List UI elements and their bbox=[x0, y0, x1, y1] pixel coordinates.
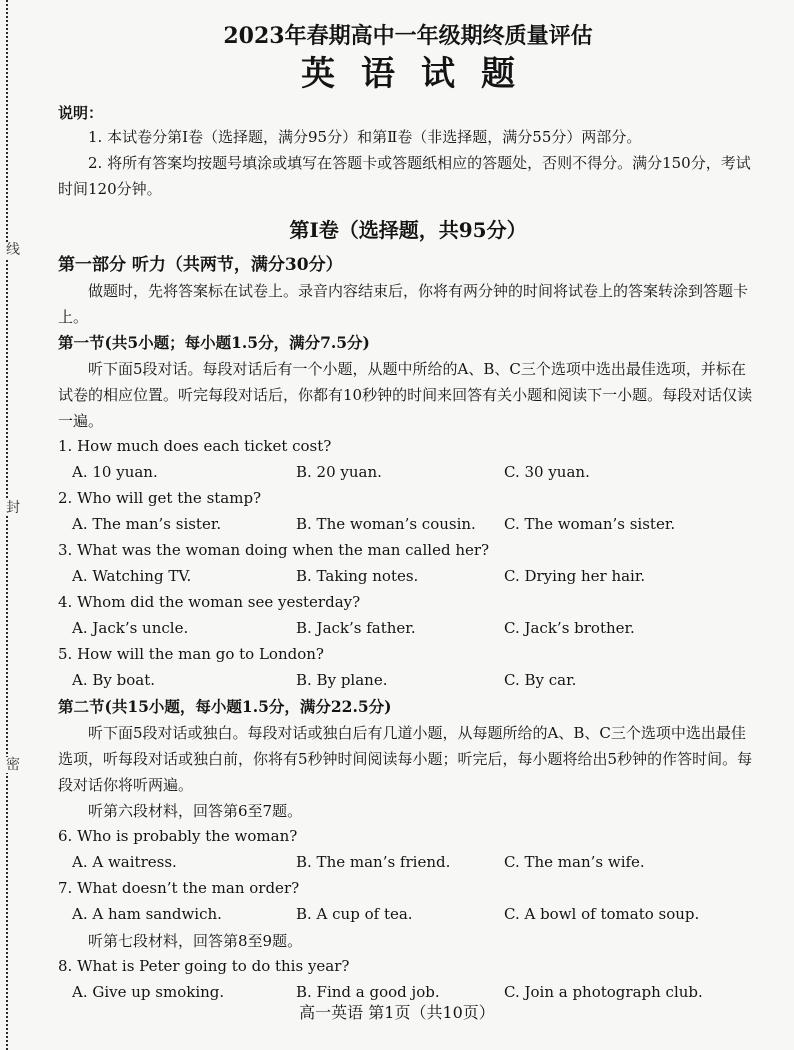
section-intro: 听下面5段对话或独白。每段对话或独白后有几道小题，从每题所给的A、B、C三个选项中选出最佳选项，听每段对话或独白前，你将有5秒钟时间阅读每小题；听完后，每小题将给出5秒钟的作答时间。每段对话你将听两遍。 bbox=[58, 724, 753, 794]
binding-char-xian: 线 bbox=[6, 242, 20, 258]
section-intro: 听下面5段对话。每段对话后有一个小题，从题中所给的A、B、C三个选项中选出最佳选项，并标在试卷的相应位置。听完每段对话后，你都有10秒钟的时间来回答有关小题和阅读下一小题。每段对话仅读一遍。 bbox=[58, 360, 753, 430]
option-c: C. Drying her hair. bbox=[504, 567, 646, 585]
part-intro: 做题时，先将答案标在试卷上。录音内容结束后，你将有两分钟的时间将试卷上的答案转涂到答题卡上。 bbox=[58, 282, 749, 326]
option-c: C. Jack’s brother. bbox=[504, 619, 635, 637]
question-text: 4. Whom did the woman see yesterday? bbox=[58, 593, 361, 611]
part-title: 第一部分 听力（共两节，满分30分） bbox=[58, 255, 343, 275]
notes-label: 说明： bbox=[58, 104, 104, 122]
option-b: B. A cup of tea. bbox=[296, 905, 413, 923]
option-b: B. The woman’s cousin. bbox=[296, 515, 476, 533]
binding-dotted-line bbox=[6, 0, 8, 1050]
option-b: B. By plane. bbox=[296, 671, 388, 689]
section-title: 第一节(共5小题；每小题1.5分，满分7.5分) bbox=[58, 333, 370, 352]
option-a: A. Give up smoking. bbox=[72, 983, 225, 1001]
question-block bbox=[58, 590, 758, 642]
option-a: A. 10 yuan. bbox=[72, 463, 158, 481]
note-item: 1. 本试卷分第Ⅰ卷（选择题，满分95分）和第Ⅱ卷（非选择题，满分55分）两部分。 bbox=[88, 128, 642, 146]
question-block bbox=[58, 486, 758, 538]
question-block bbox=[58, 642, 758, 694]
material-label: 听第六段材料，回答第6至7题。 bbox=[88, 802, 303, 820]
option-a: A. By boat. bbox=[72, 671, 156, 689]
note-item: 2. 将所有答案均按题号填涂或填写在答题卡或答题纸相应的答题处，否则不得分。满分150分，考试时间120分钟。 bbox=[58, 154, 751, 198]
option-c: C. The woman’s sister. bbox=[504, 515, 676, 533]
option-c: C. A bowl of tomato soup. bbox=[504, 905, 700, 923]
option-b: B. Taking notes. bbox=[296, 567, 419, 585]
binding-char-feng: 封 bbox=[6, 500, 20, 516]
option-b: B. 20 yuan. bbox=[296, 463, 382, 481]
question-text: 8. What is Peter going to do this year? bbox=[58, 957, 350, 975]
question-block bbox=[58, 434, 758, 486]
options-row bbox=[58, 563, 758, 590]
material-label: 听第七段材料，回答第8至9题。 bbox=[88, 932, 303, 950]
question-block bbox=[58, 954, 758, 1006]
option-c: C. Join a photograph club. bbox=[504, 983, 703, 1001]
question-text: 7. What doesn’t the man order? bbox=[58, 879, 300, 897]
question-text: 1. How much does each ticket cost? bbox=[58, 437, 332, 455]
question-text: 5. How will the man go to London? bbox=[58, 645, 324, 663]
question-text: 3. What was the woman doing when the man called her? bbox=[58, 541, 490, 559]
question-text: 6. Who is probably the woman? bbox=[58, 827, 298, 845]
options-row bbox=[58, 849, 758, 876]
binding-char-mi: 密 bbox=[6, 757, 20, 773]
volume-title: 第Ⅰ卷（选择题，共95分） bbox=[289, 218, 527, 242]
option-c: C. The man’s wife. bbox=[504, 853, 645, 871]
option-a: A. Watching TV. bbox=[72, 567, 192, 585]
option-a: A. Jack’s uncle. bbox=[72, 619, 189, 637]
option-c: C. By car. bbox=[504, 671, 577, 689]
option-a: A. A waitress. bbox=[72, 853, 177, 871]
question-text: 2. Who will get the stamp? bbox=[58, 489, 262, 507]
section-title: 第二节(共15小题，每小题1.5分，满分22.5分) bbox=[58, 697, 392, 716]
option-a: A. A ham sandwich. bbox=[72, 905, 222, 923]
page-footer: 高一英语 第1页（共10页） bbox=[299, 1003, 495, 1022]
options-row bbox=[58, 667, 758, 694]
options-row bbox=[58, 511, 758, 538]
options-row bbox=[58, 459, 758, 486]
question-block bbox=[58, 538, 758, 590]
subject-title: 英语试题 bbox=[301, 54, 541, 94]
option-b: B. Jack’s father. bbox=[296, 619, 416, 637]
question-block bbox=[58, 876, 758, 928]
question-block bbox=[58, 824, 758, 876]
options-row bbox=[58, 615, 758, 642]
exam-title: 2023年春期高中一年级期终质量评估 bbox=[223, 23, 593, 49]
option-c: C. 30 yuan. bbox=[504, 463, 590, 481]
option-a: A. The man’s sister. bbox=[72, 515, 222, 533]
options-row bbox=[58, 901, 758, 928]
exam-page bbox=[58, 22, 758, 1006]
option-b: B. The man’s friend. bbox=[296, 853, 451, 871]
option-b: B. Find a good job. bbox=[296, 983, 440, 1001]
